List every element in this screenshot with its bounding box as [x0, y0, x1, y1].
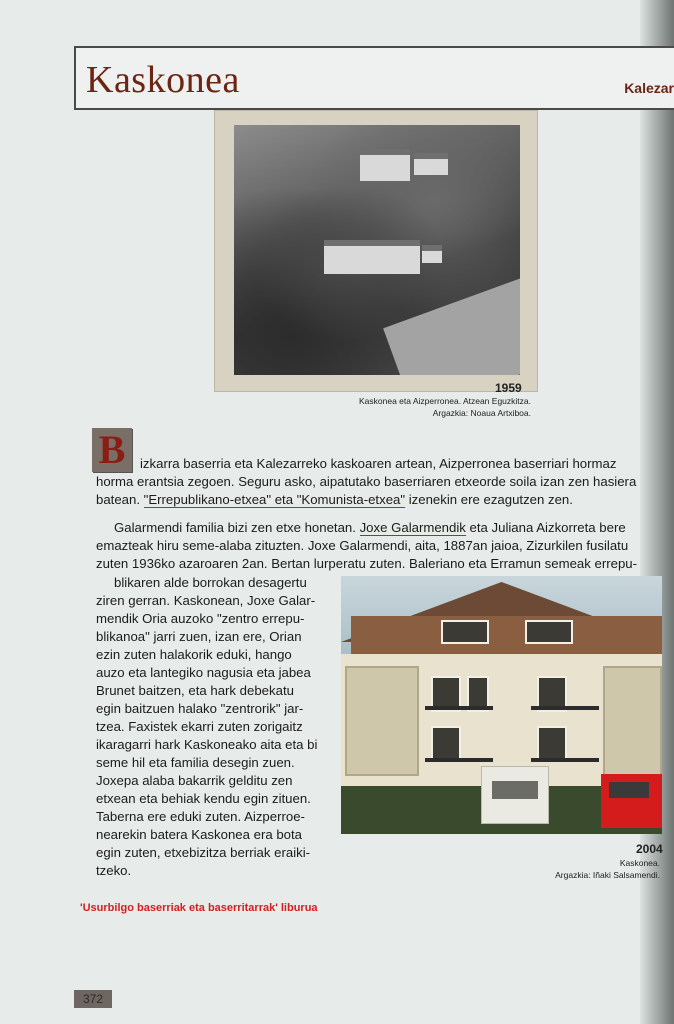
glazed-bay-right	[603, 666, 662, 776]
para2-narrow-line: tzeko.	[96, 863, 132, 878]
para2-narrow-line: tzea. Faxistek ekarri zuten zorigaitz	[96, 719, 303, 734]
photo-caption-2004-line2: Argazkia: Iñaki Salsamendi.	[555, 870, 660, 880]
photo-caption-1959-line2: Argazkia: Noaua Artxiboa.	[432, 408, 531, 418]
para2-narrow-line: Brunet baitzen, eta hark debekatu	[96, 683, 294, 698]
para2-narrow-line: Taberna ere eduki zuten. Aizperroe-	[96, 809, 305, 824]
source-citation: 'Usurbilgo baserriak eta baserritarrak' liburua	[80, 902, 318, 914]
para2-line2: emazteak hiru seme-alaba zituzten. Joxe Galarmendi, aita, 1887an jaioa, Zizurkilen fusilatu	[96, 538, 629, 553]
photo-1959	[234, 125, 520, 375]
para1-line1: izkarra baserria eta Kalezarreko kaskoaren artean, Aizperronea baserriari hormaz	[140, 456, 617, 471]
window	[441, 620, 489, 644]
window	[537, 726, 567, 762]
van-window	[609, 782, 649, 798]
page-number: 372	[74, 990, 112, 1008]
para2-narrow-line: seme hil eta familia desegin zuen.	[96, 755, 295, 770]
field	[383, 277, 520, 375]
dropcap: B	[92, 428, 132, 472]
red-van	[601, 774, 662, 828]
balcony-railing	[531, 706, 599, 710]
balcony-railing	[425, 706, 493, 710]
page-title: Kaskonea	[86, 59, 240, 101]
para2-narrow-line: mendik Oria auzoko "zentro errepu-	[96, 611, 305, 626]
photo-caption-1959-line1: Kaskonea eta Aizperronea. Atzean Eguzkitza.	[358, 396, 531, 406]
para2-narrow-line: ziren gerran. Kaskonean, Joxe Galar-	[96, 593, 316, 608]
para2-narrow-line: blikanoa" jarri zuen, izan ere, Orian	[96, 629, 302, 644]
para2-line1-end: eta Juliana Aizkorreta bere	[465, 520, 626, 535]
para2-line3: zuten 1936ko azaroaren 2an. Bertan lurperatu zuten. Baleriano eta Erramun semeak errepu-	[96, 556, 638, 571]
section-label: Kalezar	[624, 80, 674, 96]
para2-line1-start: Galarmendi familia bizi zen etxe honetan.	[114, 520, 360, 535]
building-upper-floor	[351, 616, 662, 656]
para2-narrow-line: ikaragarri hark Kaskoneako aita eta bi	[96, 737, 318, 752]
window	[431, 726, 461, 762]
glazed-bay-left	[345, 666, 419, 776]
kaskonea-building	[324, 240, 420, 274]
para2-narrow-line: nearekin batera Kaskonea era bota	[96, 827, 303, 842]
para1-line2: horma erantsia zegoen. Seguru asko, aipatutako baserriaren etxeorde soila izan zen hasiera	[96, 474, 637, 489]
para2-narrow-line: egin baitzuen halako "zentrorik" jar-	[96, 701, 304, 716]
title-band	[74, 46, 674, 110]
para1-line3-start: batean.	[96, 492, 144, 507]
para2-narrow-line: blikaren alde borrokan desagertu	[114, 575, 307, 590]
house-nicknames-underlined: "Errepublikano-etxea" eta "Komunista-etxea"	[143, 492, 406, 507]
balcony-railing	[531, 758, 599, 762]
joxe-galarmendik-underlined: Joxe Galarmendik	[359, 520, 466, 535]
para2-narrow-line: auzo eta lantegiko nagusia eta jabea	[96, 665, 311, 680]
para2-narrow-line: etxean eta behiak kendu egin zituen.	[96, 791, 311, 806]
photo-year-2004: 2004	[636, 842, 663, 856]
para2-narrow-line: ezin zuten halakorik eduki, hango	[96, 647, 292, 662]
para1-line3-end: izenekin ere ezagutzen zen.	[405, 492, 573, 507]
para2-narrow-line: egin zuten, etxebizitza berriak eraiki-	[96, 845, 311, 860]
para2-line1	[114, 520, 626, 535]
farmhouse-upper	[360, 149, 410, 181]
window	[525, 620, 573, 644]
caravan-window	[492, 781, 538, 799]
photo-year-1959: 1959	[495, 381, 522, 395]
photo-caption-2004-line1: Kaskonea.	[619, 858, 660, 868]
small-shed	[422, 245, 442, 263]
para2-narrow-line: Joxepa alaba bakarrik gelditu zen	[96, 773, 293, 788]
para1-line3	[96, 492, 573, 507]
farmhouse-upper-annex	[414, 153, 448, 175]
photo-2004	[341, 576, 662, 834]
caravan	[481, 766, 549, 824]
balcony-railing	[425, 758, 493, 762]
